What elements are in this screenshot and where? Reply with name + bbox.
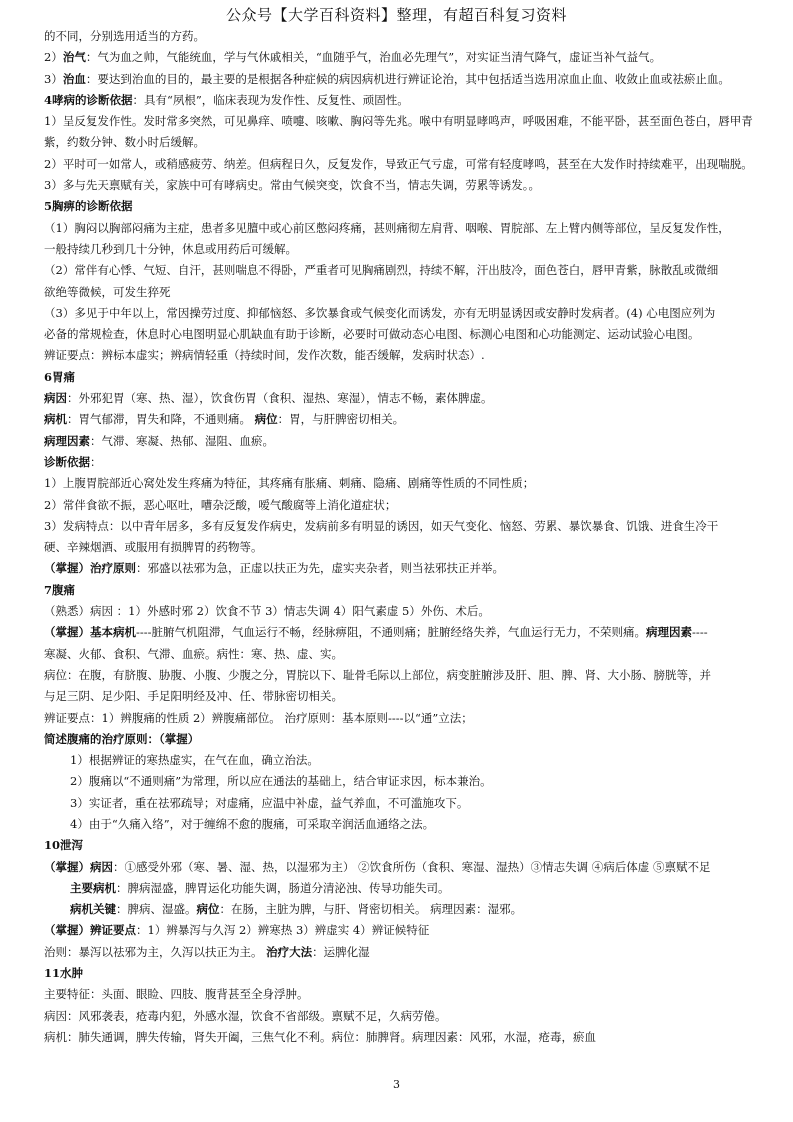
text-line <box>44 771 756 792</box>
text-line <box>44 239 756 260</box>
body-text: ： <box>90 454 102 469</box>
text-line <box>44 814 756 835</box>
text-line <box>44 516 756 537</box>
text-line <box>44 580 756 601</box>
body-text: 病因：风邪袭表，疮毒内犯，外感水湿，饮食不省部级。禀赋不足，久病劳倦。 <box>44 1008 447 1023</box>
bold-text: 治血 <box>62 71 86 86</box>
text-line <box>44 409 756 430</box>
text-line <box>44 47 756 68</box>
bold-text: （掌握）病因 <box>44 859 113 874</box>
body-text: 3）实证者，重在祛邪疏导；对虚痛，应温中补虚，益气养血，不可滥施攻下。 <box>70 795 469 810</box>
bold-text: 治气 <box>62 50 86 65</box>
text-line <box>44 899 756 920</box>
bold-text: 病理因素 <box>44 433 90 448</box>
text-line <box>44 920 756 941</box>
bold-text: （掌握）基本病机 <box>44 625 136 640</box>
body-text: ：脾病、湿盛。 <box>116 902 197 917</box>
body-text: ---- <box>692 625 708 640</box>
body-text: ：在肠，主脏为脾，与肝、肾密切相关。 病理因素：湿邪。 <box>219 902 523 917</box>
text-line <box>44 90 756 111</box>
text-line <box>44 196 756 217</box>
body-text: 病位：在腹，有脐腹、胁腹、小腹、少腹之分，胃脘以下、耻骨毛际以上部位，病变脏腑涉及肝、胆、脾、肾、大小肠、膀胱等，并 <box>44 667 711 682</box>
body-text: 3）发病特点：以中青年居多，多有反复发作病史，发病前多有明显的诱因，如天气变化、恼怒、劳累、暴饮暴食、饥饿、进食生冷干 <box>44 518 719 533</box>
body-text: 治则：暴泻以祛邪为主，久泻以扶正为主。 <box>44 944 267 959</box>
body-text: 辨证要点：1）辨腹痛的性质 2）辨腹痛部位。 治疗原则：基本原则----以“通”立法； <box>44 710 473 725</box>
bold-text: 6胃痛 <box>44 369 76 384</box>
text-line <box>44 729 756 750</box>
body-text: ：1）辨暴泻与久泻 2）辨寒热 3）辨虚实 4）辨证候特征 <box>136 923 430 938</box>
bold-text: 治疗大法 <box>266 944 313 959</box>
text-line <box>44 303 756 324</box>
page-header: 公众号【大学百科资料】整理，有超百科复习资料 <box>225 6 567 24</box>
bold-text: 11水肿 <box>44 966 84 981</box>
body-text: 1）根据辨证的寒热虚实，在气在血，确立治法。 <box>70 753 319 768</box>
page-number: 3 <box>393 1078 400 1091</box>
text-line <box>44 282 756 303</box>
body-text: （2）常伴有心悸、气短、自汗，甚则喘息不得卧，严重者可见胸痛剧烈，持续不解，汗出肢冷，面色苍白，唇甲青紫，脉散乱或微细 <box>44 263 719 278</box>
body-text: 3） <box>44 71 63 86</box>
body-text: 欲绝等微候，可发生猝死 <box>44 284 171 299</box>
bold-text: 病因 <box>44 391 67 406</box>
body-text: 硬、辛辣烟酒、或服用有损脾胃的药物等。 <box>44 540 263 555</box>
body-text: 的不同，分别选用适当的方药。 <box>44 29 205 43</box>
text-line <box>44 622 756 643</box>
body-text: ：胃，与肝脾密切相关。 <box>277 412 405 427</box>
text-line <box>44 452 756 473</box>
body-text: 2）平时可一如常人，或稍感疲劳、纳差。但病程日久，反复发作，导致正气亏虚，可常有轻度哮鸣，甚至在大发作时持续难平，出现喘脱。 <box>44 156 753 171</box>
text-line <box>44 388 756 409</box>
text-line <box>44 367 756 388</box>
text-line <box>44 154 756 175</box>
text-line <box>44 175 756 196</box>
text-line <box>44 835 756 856</box>
body-text: （熟悉）病因 ：1）外感时邪 2）饮食不节 3）情志失调 4）阳气素虚 5）外伤、术后。 <box>44 604 490 619</box>
text-line <box>44 963 756 984</box>
body-text: 主要特征：头面、眼睑、四肢、腹背甚至全身浮肿。 <box>44 987 309 1002</box>
text-line <box>44 537 756 558</box>
text-line <box>44 878 756 899</box>
text-line <box>44 473 756 494</box>
bold-text: 简述腹痛的治疗原则：（掌握） <box>44 731 200 746</box>
text-line <box>44 260 756 281</box>
body-text: ：外邪犯胃（寒、热、湿），饮食伤胃（食积、湿热、寒湿），情志不畅，素体脾虚。 <box>67 391 493 406</box>
bold-text: 主要病机 <box>70 880 116 895</box>
bold-text: 4哮病的诊断依据 <box>44 92 133 107</box>
text-line <box>44 750 756 771</box>
body-text: 1）上腹胃脘部近心窝处发生疼痛为特征，其疼痛有胀痛、刺痛、隐痛、剧痛等性质的不同性质； <box>44 476 535 491</box>
body-text: 2）腹痛以“不通则痛”为常理，所以应在通法的基础上，结合审证求因，标本兼治。 <box>70 774 492 789</box>
bold-text: （掌握）治疗原则 <box>44 561 136 576</box>
body-text: ----脏腑气机阻滞，气血运行不畅，经脉痹阻，不通则痛；脏腑经络失养，气血运行无力，不荣则痛。 <box>136 625 647 640</box>
body-text: （3）多见于中年以上，常因操劳过度、抑郁恼怒、多饮暴食或气候变化而诱发，亦有无明显诱因或安静时发病者。(4) 心电图应列为 <box>44 305 716 320</box>
text-line <box>44 558 756 579</box>
body-text: ：脾病湿盛，脾胃运化功能失调，肠道分清泌浊、传导功能失司。 <box>116 880 450 895</box>
text-line <box>44 324 756 345</box>
text-line <box>44 857 756 878</box>
text-line <box>44 1006 756 1027</box>
text-line <box>44 665 756 686</box>
bold-text: 10泄泻 <box>44 838 84 853</box>
body-text: 4）由于“久痛入络”，对于缠绵不愈的腹痛，可采取辛润活血通络之法。 <box>70 816 435 831</box>
bold-text: 病理因素 <box>646 625 693 640</box>
bold-text: 病机关键 <box>70 902 116 917</box>
bold-text: 诊断依据 <box>44 454 90 469</box>
body-text: ：邪盛以祛邪为急，正虚以扶正为先，虚实夹杂者，则当祛邪扶正并举。 <box>136 561 504 576</box>
bold-text: （掌握）辨证要点 <box>44 923 136 938</box>
text-line <box>44 69 756 90</box>
body-text: 与足三阴、足少阳、手足阳明经及冲、任、带脉密切相关。 <box>44 689 343 704</box>
body-text: 2）常伴食欲不振，恶心呕吐，嘈杂泛酸，嗳气酸腐等上消化道症状； <box>44 497 397 512</box>
bold-text: 病位 <box>254 412 278 427</box>
body-text: ：具有“夙根”，临床表现为发作性、反复性、顽固性。 <box>132 92 409 107</box>
body-text: 一般持续几秒到几十分钟，休息或用药后可缓解。 <box>44 241 297 256</box>
body-text: ：运脾化湿 <box>312 944 370 959</box>
text-line <box>44 132 756 153</box>
body-text: 紫，约数分钟、数小时后缓解。 <box>44 135 205 150</box>
body-text: ：胃气郁滞，胃失和降，不通则痛。 <box>67 412 255 427</box>
text-line <box>44 1027 756 1048</box>
text-line <box>44 345 756 366</box>
body-text: ：要达到治血的目的，最主要的是根据各种症候的病因病机进行辨证论治，其中包括适当选用凉血止血、收敛止血或祛瘀止血。 <box>85 71 730 86</box>
body-text: 2） <box>44 50 63 65</box>
text-line <box>44 984 756 1005</box>
text-line <box>44 26 756 47</box>
text-line <box>44 686 756 707</box>
text-line <box>44 218 756 239</box>
document-body <box>44 26 756 1048</box>
text-line <box>44 495 756 516</box>
body-text: ：①感受外邪（寒、暑、湿、热，以湿邪为主） ②饮食所伤（食积、寒湿、湿热）③情志失调 ④病后体虚 ⑤禀赋不足 <box>113 859 711 874</box>
body-text: 辨证要点：辨标本虚实；辨病情轻重（持续时间，发作次数，能否缓解，发病时状态）. <box>44 348 485 363</box>
bold-text: 病机 <box>44 412 67 427</box>
text-line <box>44 708 756 729</box>
body-text: ：气滞、寒凝、热郁、湿阻、血瘀。 <box>90 433 274 448</box>
bold-text: 7腹痛 <box>44 582 76 597</box>
text-line <box>44 601 756 622</box>
body-text: 必备的常规检查，休息时心电图明显心肌缺血有助于诊断，必要时可做动态心电图、标测心电图和心功能测定、运动试验心电图。 <box>44 327 700 342</box>
body-text: ：气为血之帅，气能统血，学与气休戚相关，“血随乎气，治血必先理气”，对实证当清气降气，虚证当补气益气。 <box>85 50 662 65</box>
text-line <box>44 793 756 814</box>
bold-text: 病位 <box>196 902 220 917</box>
body-text: 1）呈反复发作性。发时常多突然，可见鼻痒、喷嚏、咳嗽、胸闷等先兆。喉中有明显哮鸣声，呼吸困难，不能平卧，甚至面色苍白，唇甲青 <box>44 114 753 129</box>
text-line <box>44 942 756 963</box>
body-text: 寒凝、火郁、食积、气滞、血瘀。病性：寒、热、虚、实。 <box>44 646 343 661</box>
body-text: （1）胸闷以胸部闷痛为主症，患者多见膻中或心前区憋闷疼痛，甚则痛彻左肩背、咽喉、胃脘部、左上臂内侧等部位，呈反复发作性， <box>44 220 730 235</box>
text-line <box>44 111 756 132</box>
bold-text: 5胸痹的诊断依据 <box>44 199 133 214</box>
text-line <box>44 431 756 452</box>
text-line <box>44 644 756 665</box>
body-text: 病机：肺失通调，脾失传输，肾失开阖，三焦气化不利。病位：肺脾肾。病理因素：风邪，水湿，疮毒，瘀血 <box>44 1029 596 1044</box>
body-text: 3）多与先天禀赋有关，家族中可有哮病史。常由气候突变，饮食不当，情志失调，劳累等诱发。。 <box>44 178 541 193</box>
